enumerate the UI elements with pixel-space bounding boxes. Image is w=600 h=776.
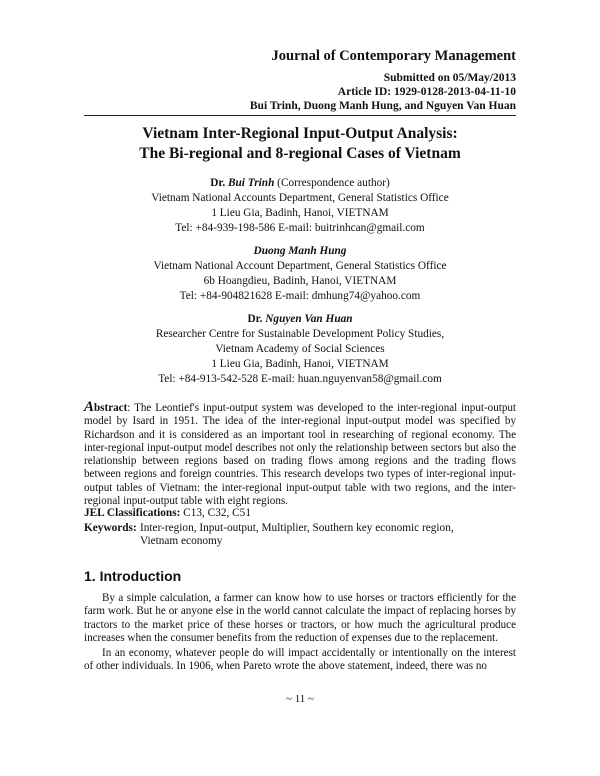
journal-name: Journal of Contemporary Management	[271, 48, 516, 64]
abstract-label: bstract	[94, 402, 128, 414]
abstract-text: : The Leontief's input-output system was developed to the inter-regional input-output model by Isard in 1951. The idea of the inter-regional input-output model was specified by Richardson and it is considered as an important tool in researching of regional economy. The inter-regional input-output model describes not only the relationship between sectors but also the relationship between regions based on trading flows among regions and the trading flows between regions and foreign countries. This research develops two types of inter-regional input-output tables of Vietnam: the inter-regional input-output table with two regions, and the inter-regional input-output table with eight regions.	[84, 402, 516, 508]
intro-paragraph-1: By a simple calculation, a farmer can know how to use horses or tractors efficiently for the farm work. But he or anyone else in the world cannot calculate the impact of replacing horses by tractors to the market price of these horses or tractors, or how much the agricultural produce increases when the consumer benefits from the reduction of expenses due to the replacement.	[84, 592, 516, 644]
author-3-name-line	[0, 313, 600, 325]
page-number: ~ 11 ~	[286, 693, 314, 705]
article-id: Article ID: 1929-0128-2013-04-11-10	[337, 86, 516, 98]
header-authors: Bui Trinh, Duong Manh Hung, and Nguyen Van Huan	[249, 100, 516, 112]
keywords-value: Inter-region, Input-output, Multiplier, Southern key economic region, Vietnam economy	[140, 522, 454, 548]
author-1-affiliation: Vietnam National Accounts Department, General Statistics Office	[151, 192, 449, 204]
author-1-note: (Correspondence author)	[274, 177, 390, 189]
jel-label: JEL Classifications:	[84, 507, 181, 519]
abstract	[84, 401, 516, 508]
author-3-affiliation: Researcher Centre for Sustainable Development Policy Studies,	[155, 328, 445, 340]
jel-classifications	[84, 507, 251, 519]
section-heading-introduction: 1. Introduction	[84, 568, 182, 584]
author-2-name-line	[0, 245, 600, 257]
author-3-contact: Tel: +84-913-542-528 E-mail: huan.nguyenvan58@gmail.com	[158, 373, 442, 385]
author-3-academy: Vietnam Academy of Social Sciences	[215, 343, 385, 355]
paper-title-line-1: Vietnam Inter-Regional Input-Output Analysis:	[142, 125, 458, 142]
author-1-name: Bui Trinh	[227, 177, 275, 189]
paper-title-line-2: The Bi-regional and 8-regional Cases of Vietnam	[139, 145, 461, 162]
author-1-name-line	[0, 177, 600, 189]
author-2-contact: Tel: +84-904821628 E-mail: dmhung74@yahoo.com	[179, 290, 421, 302]
jel-value: C13, C32, C51	[180, 507, 251, 519]
author-1-prefix: Dr.	[210, 177, 228, 189]
submission-date: Submitted on 05/May/2013	[383, 72, 516, 84]
author-3-prefix: Dr.	[247, 313, 266, 325]
keywords-label: Keywords:	[84, 522, 137, 534]
abstract-dropcap: A	[84, 399, 95, 415]
author-3-name: Nguyen Van Huan	[265, 313, 353, 325]
author-1-contact: Tel: +84-939-198-586 E-mail: buitrinhcan@gmail.com	[175, 222, 425, 234]
author-2-affiliation: Vietnam National Account Department, General Statistics Office	[153, 260, 447, 272]
author-1-address: 1 Lieu Gia, Badinh, Hanoi, VIETNAM	[211, 207, 389, 219]
author-3-address: 1 Lieu Gia, Badinh, Hanoi, VIETNAM	[211, 358, 389, 370]
author-2-name: Duong Manh Hung	[253, 245, 347, 257]
intro-paragraph-2: In an economy, whatever people do will impact accidentally or intentionally on the interest of other individuals. In 1906, when Pareto wrote the above statement, indeed, there was no	[84, 647, 516, 673]
author-2-address: 6b Hoangdieu, Badinh, Hanoi, VIETNAM	[203, 275, 397, 287]
header-divider	[84, 115, 516, 116]
